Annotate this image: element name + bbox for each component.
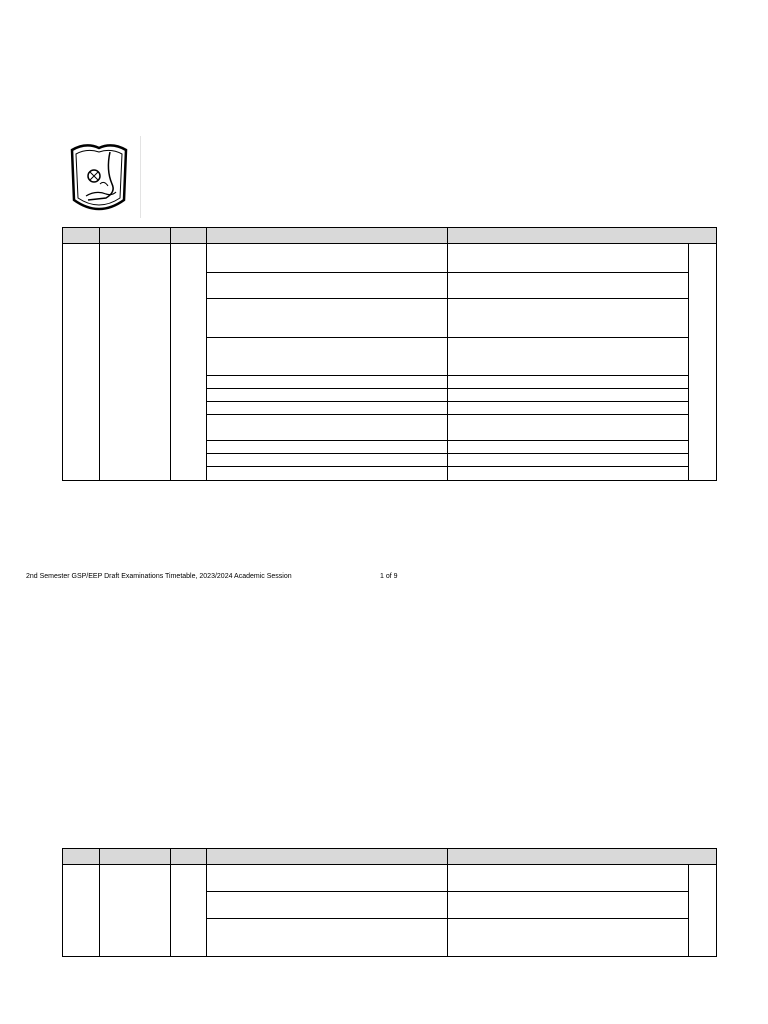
table-cell [448, 865, 689, 892]
table-cell [689, 865, 717, 957]
table-row [63, 865, 717, 892]
page-number: 1 of 9 [380, 573, 398, 580]
table-cell [448, 892, 689, 919]
table-cell [207, 273, 448, 299]
table-cell [207, 441, 448, 454]
header-cell [171, 228, 207, 244]
table-cell [207, 454, 448, 467]
table-cell [207, 467, 448, 481]
table-cell [448, 919, 689, 957]
table-row [63, 244, 717, 273]
logo-divider [140, 136, 141, 218]
header-cell [63, 849, 100, 865]
table-cell [207, 244, 448, 273]
header-cell [207, 228, 448, 244]
table-cell [207, 389, 448, 402]
header-cell [448, 228, 717, 244]
table-cell [207, 376, 448, 389]
table-cell [100, 244, 171, 481]
table-cell [207, 415, 448, 441]
table-header-row [63, 228, 717, 244]
table-cell [448, 338, 689, 376]
table-cell [448, 389, 689, 402]
table-cell [207, 892, 448, 919]
table-cell [207, 402, 448, 415]
table-cell [448, 415, 689, 441]
header-cell [63, 228, 100, 244]
table-cell [207, 338, 448, 376]
table-cell [689, 244, 717, 481]
table-cell [448, 244, 689, 273]
table-header-row [63, 849, 717, 865]
header-cell [171, 849, 207, 865]
table-cell [63, 865, 100, 957]
timetable-table-1 [62, 227, 717, 481]
table-cell [448, 467, 689, 481]
header-cell [100, 228, 171, 244]
table-cell [207, 919, 448, 957]
table-cell [448, 454, 689, 467]
table-cell [448, 402, 689, 415]
university-crest-logo [66, 140, 132, 216]
timetable-table-2 [62, 848, 717, 957]
table-cell [448, 441, 689, 454]
table-cell [448, 299, 689, 338]
header-cell [207, 849, 448, 865]
table-cell [448, 376, 689, 389]
footer-title: 2nd Semester GSP/EEP Draft Examinations Timetable, 2023/2024 Academic Session [26, 573, 292, 580]
header-cell [100, 849, 171, 865]
table-cell [207, 865, 448, 892]
table-cell [171, 865, 207, 957]
university-crest-icon [66, 140, 132, 216]
table-cell [100, 865, 171, 957]
table-cell [448, 273, 689, 299]
header-cell [448, 849, 717, 865]
table-cell [207, 299, 448, 338]
table-cell [63, 244, 100, 481]
table-cell [171, 244, 207, 481]
